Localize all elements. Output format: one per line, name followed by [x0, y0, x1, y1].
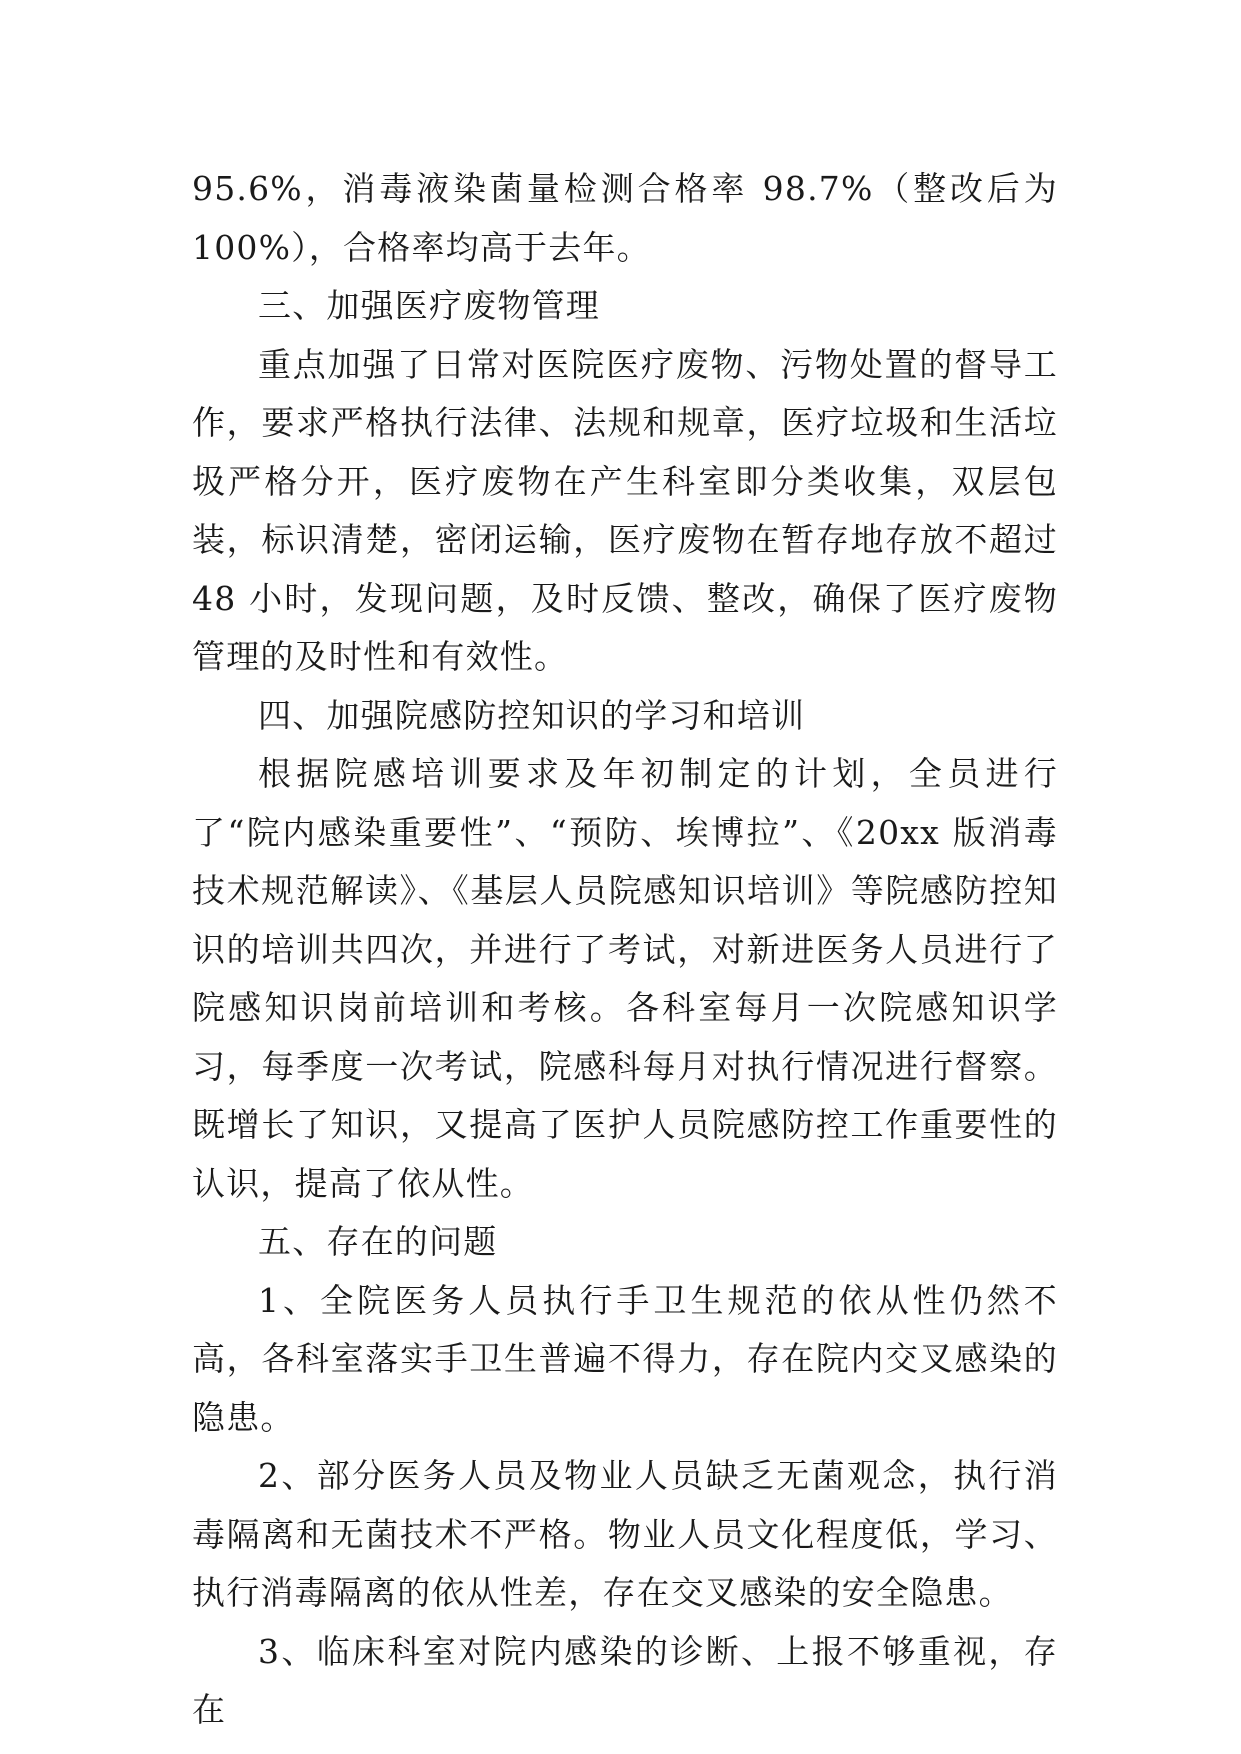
paragraph-training: 根据院感培训要求及年初制定的计划，全员进行了“院内感染重要性”、“预防、埃博拉”、《20xx 版消毒技术规范解读》、《基层人员院感知识培训》等院感防控知识的培训共四次，并进行了考试，对新进医务人员进行了院感知识岗前培训和考核。各科室每月一次院感知识学习，每季度一次考试，院感科每月对执行情况进行督察。既增长了知识，又提高了医护人员院感防控工作重要性的认识，提高了依从性。	[192, 754, 1058, 1203]
paragraph-problem-3: 3、临床科室对院内感染的诊断、上报不够重视，存在	[192, 1631, 1058, 1729]
section-heading-problems: 五、存在的问题	[258, 1222, 498, 1261]
paragraph-problem-1: 1、全院医务人员执行手卫生规范的依从性仍然不高，各科室落实手卫生普遍不得力，存在院内交叉感染的隐患。	[192, 1280, 1058, 1437]
paragraph-problem-2: 2、部分医务人员及物业人员缺乏无菌观念，执行消毒隔离和无菌技术不严格。物业人员文化程度低，学习、执行消毒隔离的依从性差，存在交叉感染的安全隐患。	[192, 1456, 1058, 1612]
paragraph-disinfection-rates: 95.6%，消毒液染菌量检测合格率 98.7%（整改后为 100%），合格率均高于去年。	[192, 169, 1058, 267]
section-heading-medical-waste: 三、加强医疗废物管理	[258, 286, 600, 325]
section-heading-training: 四、加强院感防控知识的学习和培训	[258, 695, 806, 735]
paragraph-medical-waste: 重点加强了日常对医院医疗废物、污物处置的督导工作，要求严格执行法律、法规和规章，医疗垃圾和生活垃圾严格分开，医疗废物在产生科室即分类收集，双层包装，标识清楚，密闭运输，医疗废物在暂存地存放不超过 48 小时，发现问题，及时反馈、整改，确保了医疗废物管理的及时性和有效性。	[192, 344, 1058, 676]
document-body	[192, 160, 1058, 1740]
